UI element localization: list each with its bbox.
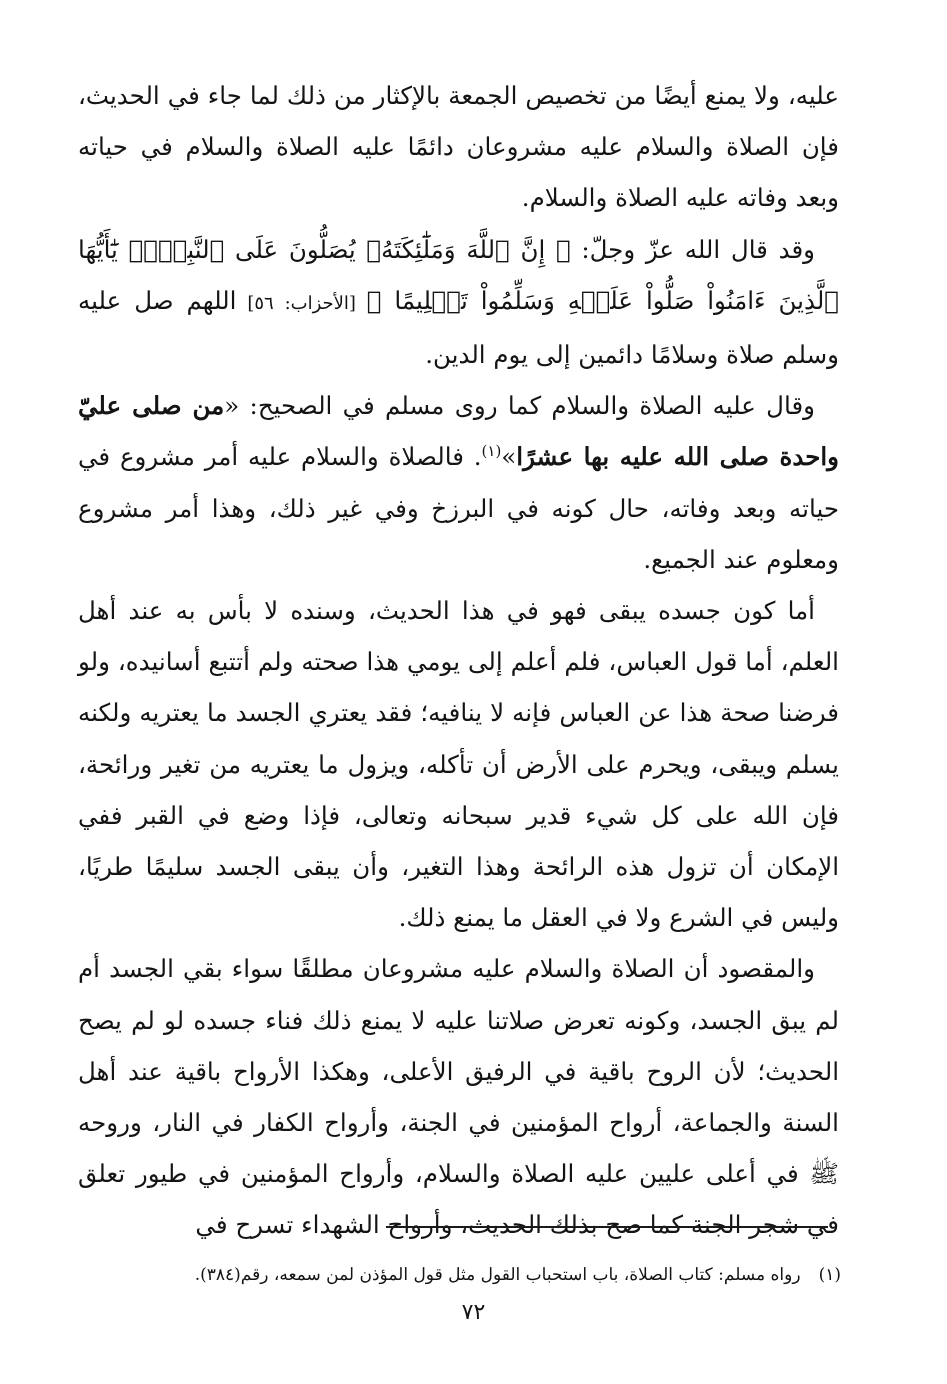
page-number: ٧٢ <box>461 1300 486 1325</box>
verse-reference: [الأحزاب: ٥٦] <box>236 292 367 314</box>
paragraph-2 <box>78 224 839 381</box>
hadith-quote: من صلى عليّ واحدة صلى الله عليه بها عشرًا <box>78 391 840 472</box>
quran-verse: ﴿ إِنَّ ٱللَّهَ وَمَلَٰٓئِكَتَهُۥ يُصَلُّونَ عَلَى ٱلنَّبِيِّۚ يَٰٓأَيُّهَا ٱلَّذِينَ ءَامَنُواْ صَلُّواْ عَلَيۡهِ وَسَلِّمُواْ تَسۡلِيمًا ﴾ <box>78 234 839 315</box>
paragraph-5-text: والمقصود أن الصلاة والسلام عليه مشروعان مطلقًا سواء بقي الجسد أم لم يبق الجسد، وكونه تعرض صلاتنا عليه لا يمنع ذلك فناء جسده لو لم يصح الحديث؛ لأن الروح باقية في الرفيق الأعلى، وهكذا الأرواح باقية عند أهل السنة والجماعة، أرواح المؤمنين في الجنة، وأرواح الكفار في النار، وروحه ﷺ في أعلى عليين عليه الصلاة والسلام، وأرواح المؤمنين في طيور تعلق في شجر الجنة كما صح بذلك الحديث، وأرواح الشهداء تسرح في <box>78 954 839 1240</box>
paragraph-1-text: عليه، ولا يمنع أيضًا من تخصيص الجمعة بالإكثار من ذلك لما جاء في الحديث، فإن الصلاة والسلام عليه مشروعان دائمًا عليه الصلاة والسلام في حياته وبعد وفاته عليه الصلاة والسلام. <box>78 81 839 213</box>
paragraph-3 <box>78 380 839 585</box>
paragraph-2-intro: وقد قال الله عزّ وجلّ: <box>570 234 815 264</box>
paragraph-3-rest: . فالصلاة والسلام عليه أمر مشروع في حياته وبعد وفاته، حال كونه في البرزخ وفي غير ذلك، وهذا أمر مشروع ومعلوم عند الجميع. <box>78 442 839 574</box>
footnote <box>80 1262 841 1288</box>
paragraph-1 <box>78 70 839 224</box>
paragraph-4-text: أما كون جسده يبقى فهو في هذا الحديث، وسنده لا بأس به عند أهل العلم، أما قول العباس، فلم أعلم إلى يومي هذا صحته ولم أتتبع أسانيده، ولو فرضنا صحة هذا عن العباس فإنه لا ينافيه؛ فقد يعتري الجسد ما يعتريه ولكنه يسلم ويبقى، ويحرم على الأرض أن تأكله، ويزول ما يعتريه من تغير ورائحة، فإن الله على كل شيء قدير سبحانه وتعالى، فإذا وضع في القبر ففي الإمكان أن تزول هذه الرائحة وهذا التغير، وأن يبقى الجسد سليمًا طريًا، وليس في الشرع ولا في العقل ما يمنع ذلك. <box>78 596 839 933</box>
paragraph-4 <box>78 585 839 943</box>
main-text <box>78 70 839 1251</box>
paragraph-3-intro: وقال عليه الصلاة والسلام كما روى مسلم في الصحيح: « <box>224 391 815 421</box>
footnote-text: رواه مسلم: كتاب الصلاة، باب استحباب القول مثل قول المؤذن لمن سمعه، رقم(٣٨٤). <box>194 1265 801 1285</box>
footnote-marker: (١) <box>481 442 502 461</box>
hadith-close-quote: » <box>501 442 517 472</box>
paragraph-5 <box>78 943 839 1250</box>
footnote-divider <box>386 1226 828 1228</box>
paragraph-2-rest: اللهم صل عليه وسلم صلاة وسلامًا دائمين إلى يوم الدين. <box>78 285 839 370</box>
footnote-number: (١) <box>818 1265 841 1285</box>
